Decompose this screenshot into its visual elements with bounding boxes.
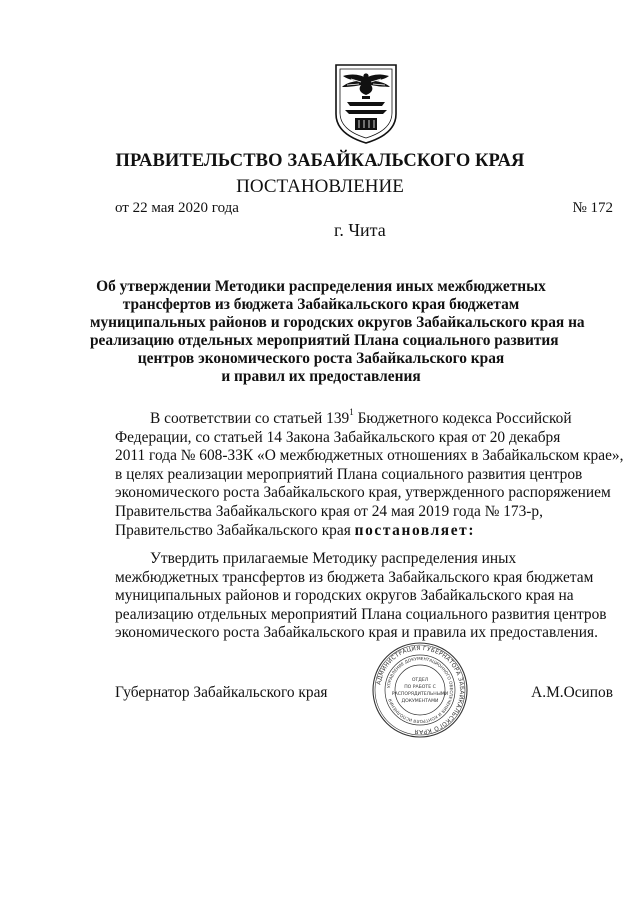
preamble-paragraph <box>115 406 624 540</box>
text-line: реализацию отдельных мероприятий Плана социального развития центров <box>115 605 607 623</box>
svg-text:РАСПОРЯДИТЕЛЬНЫМИ: РАСПОРЯДИТЕЛЬНЫМИ <box>391 692 449 697</box>
signatory-title: Губернатор Забайкальского края <box>115 684 328 701</box>
text-line: в целях реализации мероприятий Плана социального развития центров <box>115 465 583 483</box>
text-line: Утвердить прилагаемые Методику распределения иных <box>150 550 517 567</box>
subject-line: трансфертов из бюджета Забайкальского края бюджетам <box>122 296 520 313</box>
document-city: г. Чита <box>334 220 386 240</box>
resolution-paragraph <box>115 550 612 643</box>
article-superscript: 1 <box>349 406 354 417</box>
text-line: экономического роста Забайкальского края, утвержденного распоряжением <box>115 484 611 502</box>
subject-line: реализацию отдельных мероприятий Плана социального развития <box>90 332 559 349</box>
coat-of-arms-icon <box>331 62 401 146</box>
text-line <box>115 406 612 429</box>
text-line: Федерации, со статьей 14 Закона Забайкальского края от 20 декабря <box>115 428 561 446</box>
resolves-word: постановляет: <box>354 521 476 539</box>
document-date: от 22 мая 2020 года <box>115 200 239 216</box>
svg-text:АДМИНИСТРАЦИЯ ГУБЕРНАТОРА ЗАБА: АДМИНИСТРАЦИЯ ГУБЕРНАТОРА ЗАБАЙКАЛЬСКОГО КРАЯ <box>376 645 465 735</box>
document-subject <box>90 278 585 386</box>
svg-text:ДОКУМЕНТАМИ: ДОКУМЕНТАМИ <box>401 699 439 704</box>
document-number: № 172 <box>572 200 613 216</box>
document-type: ПОСТАНОВЛЕНИЕ <box>236 176 404 197</box>
text-fragment: Правительство Забайкальского края <box>115 521 355 539</box>
text-line: Правительства Забайкальского края от 24 мая 2019 года № 173-р, <box>115 502 543 520</box>
government-title: ПРАВИТЕЛЬСТВО ЗАБАЙКАЛЬСКОГО КРАЯ <box>115 151 525 171</box>
svg-text:ОТДЕЛ: ОТДЕЛ <box>411 678 429 683</box>
text-line: экономического роста Забайкальского края и правила их предоставления. <box>115 624 598 642</box>
signatory-name: А.М.Осипов <box>531 684 613 701</box>
text-fragment: В соответствии со статьей $139^1$ Бюджетного кодекса Российской <box>150 406 572 427</box>
svg-text:УПРАВЛЕНИЕ ДОКУМЕНТАЦИОННОГО О: УПРАВЛЕНИЕ ДОКУМЕНТАЦИОННОГО ОБЕСПЕЧЕНИЯ И КОНТРОЛЯ ИСПОЛНЕНИЯ <box>386 655 455 725</box>
text-line <box>115 522 612 541</box>
svg-text:ПО РАБОТЕ С: ПО РАБОТЕ С <box>404 685 436 690</box>
subject-line: муниципальных районов и городских округов Забайкальского края на <box>90 314 585 331</box>
text-line: 2011 года № 608-ЗЗК «О межбюджетных отношениях в Забайкальском крае», <box>115 447 624 465</box>
official-stamp <box>370 640 470 740</box>
text-line: муниципальных районов и городских округов Забайкальского края на <box>115 587 574 605</box>
subject-line: и правил их предоставления <box>221 368 421 385</box>
text-line: межбюджетных трансфертов из бюджета Забайкальского края бюджетам <box>115 568 594 586</box>
subject-line: центров экономического роста Забайкальского края <box>137 350 505 367</box>
subject-line: Об утверждении Методики распределения иных межбюджетных <box>96 278 546 295</box>
